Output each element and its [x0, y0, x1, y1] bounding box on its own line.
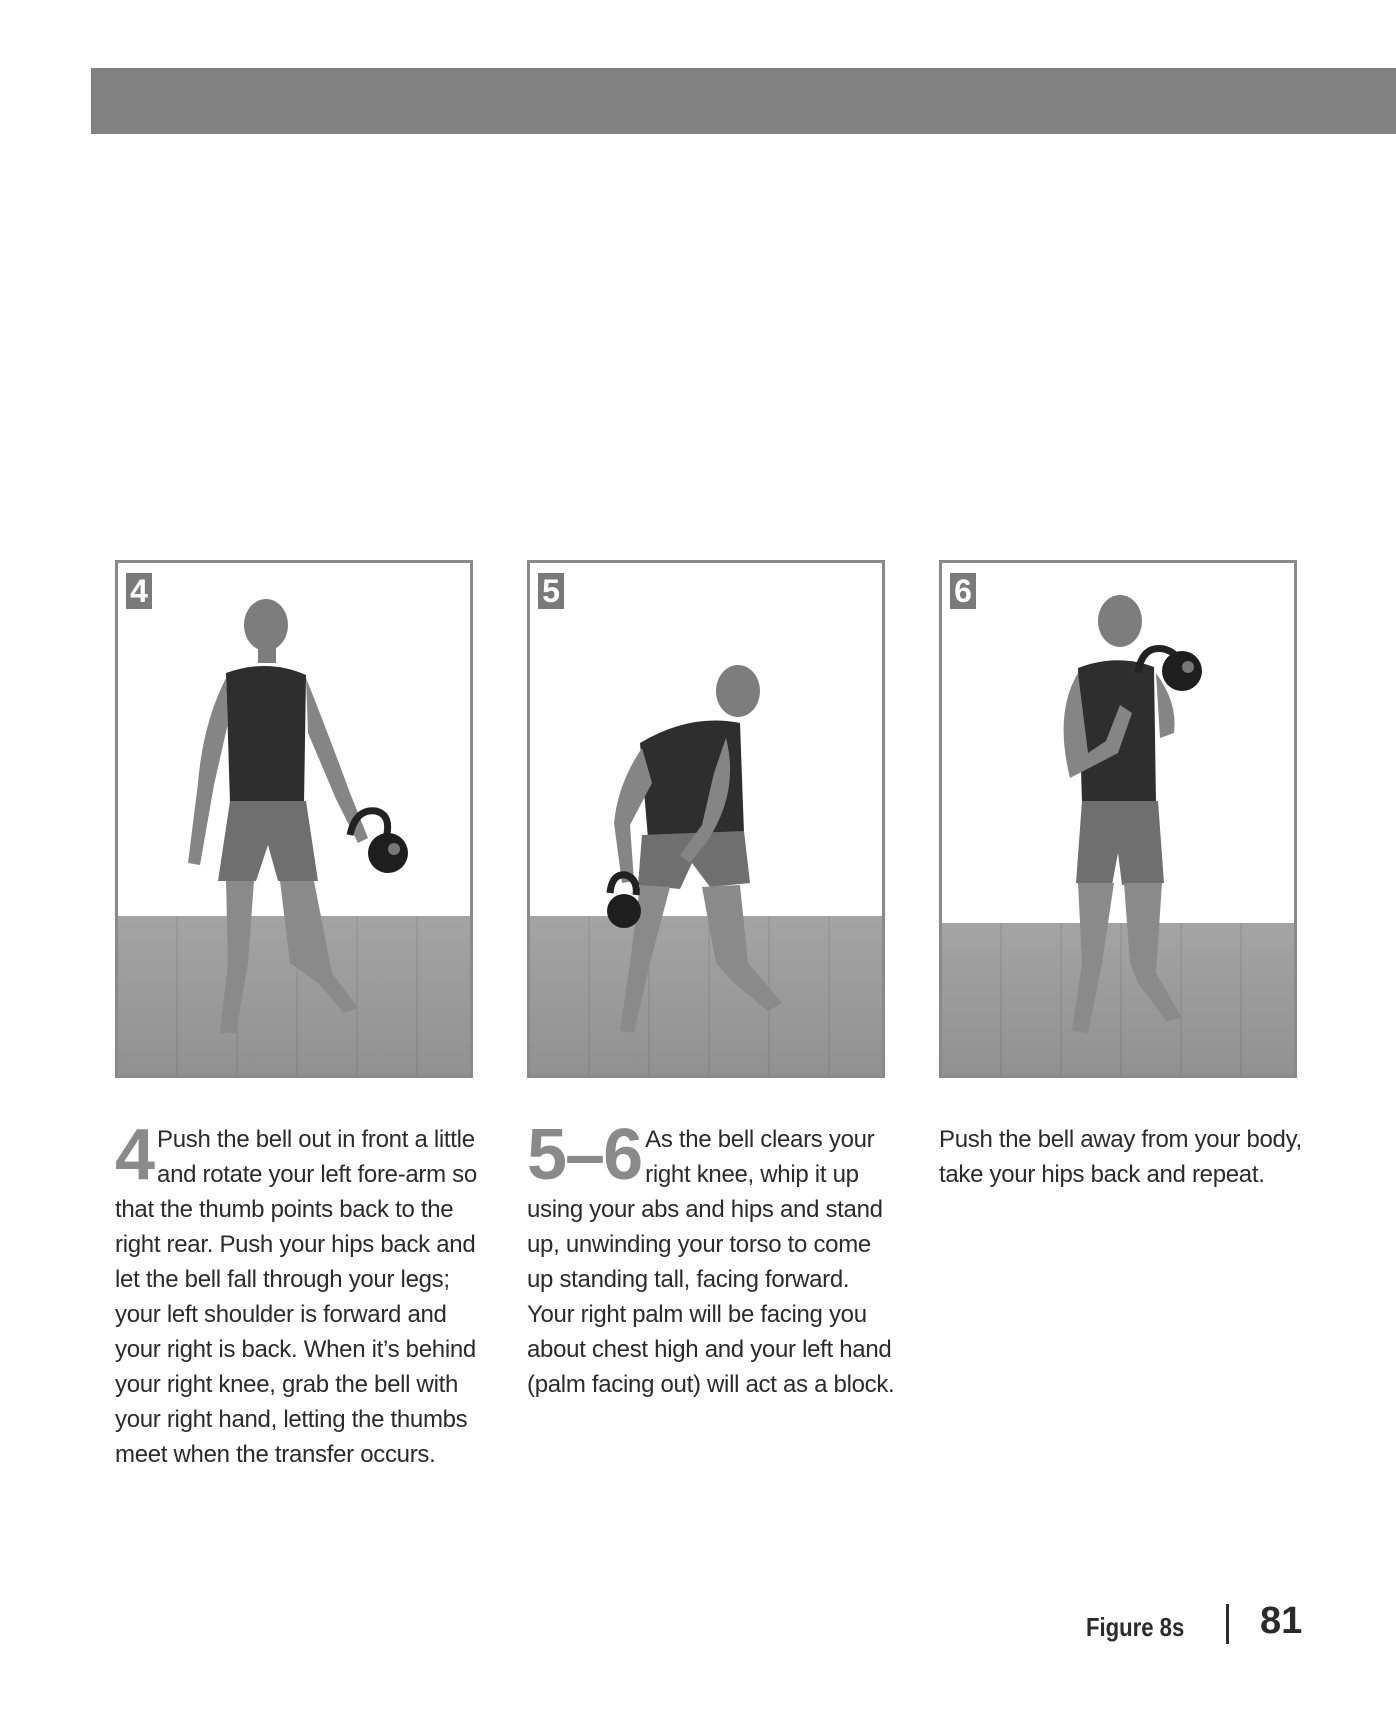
- photo-panel-step-5: [527, 560, 885, 1078]
- step-badge: 6: [950, 573, 976, 609]
- page-number: 81: [1260, 1600, 1303, 1642]
- photo-panel-step-6: [939, 560, 1297, 1078]
- person-swinging-kettlebell-photo: [118, 563, 470, 1075]
- caption-step-4: [115, 1115, 485, 1472]
- caption-text: Push the bell out in front a little and rotate your left fore-arm so that the thumb points back to the right rear. Push your hips back and let the bell fall through your legs; your left shoulder is forward and your right is back. When it’s behind your right knee, grab the bell with your right hand, letting the thumbs meet when the transfer occurs.: [115, 1126, 477, 1468]
- caption-step-6: [939, 1122, 1309, 1192]
- step-badge: 5: [538, 573, 564, 609]
- footer-divider: [1226, 1604, 1229, 1644]
- caption-step-5-6: [527, 1115, 897, 1402]
- person-holding-kettlebell-chest-photo: [942, 563, 1294, 1075]
- caption-text: As the bell clears your right knee, whip it up using your abs and hips and stand up, unwinding your torso to come up standing tall, facing forward. Your right palm will be facing you about chest high and your left hand (palm facing out) will act as a block.: [527, 1126, 895, 1398]
- header-bar: [91, 68, 1396, 134]
- photo-panel-step-4: [115, 560, 473, 1078]
- step-badge: 4: [126, 573, 152, 609]
- caption-dropcap: 4: [115, 1115, 154, 1195]
- caption-dropcap: 5–6: [527, 1115, 642, 1195]
- footer-section-title: Figure 8s: [1086, 1612, 1185, 1642]
- person-hinging-with-kettlebell-photo: [530, 563, 882, 1075]
- caption-text: Push the bell away from your body, take your hips back and repeat.: [939, 1126, 1302, 1188]
